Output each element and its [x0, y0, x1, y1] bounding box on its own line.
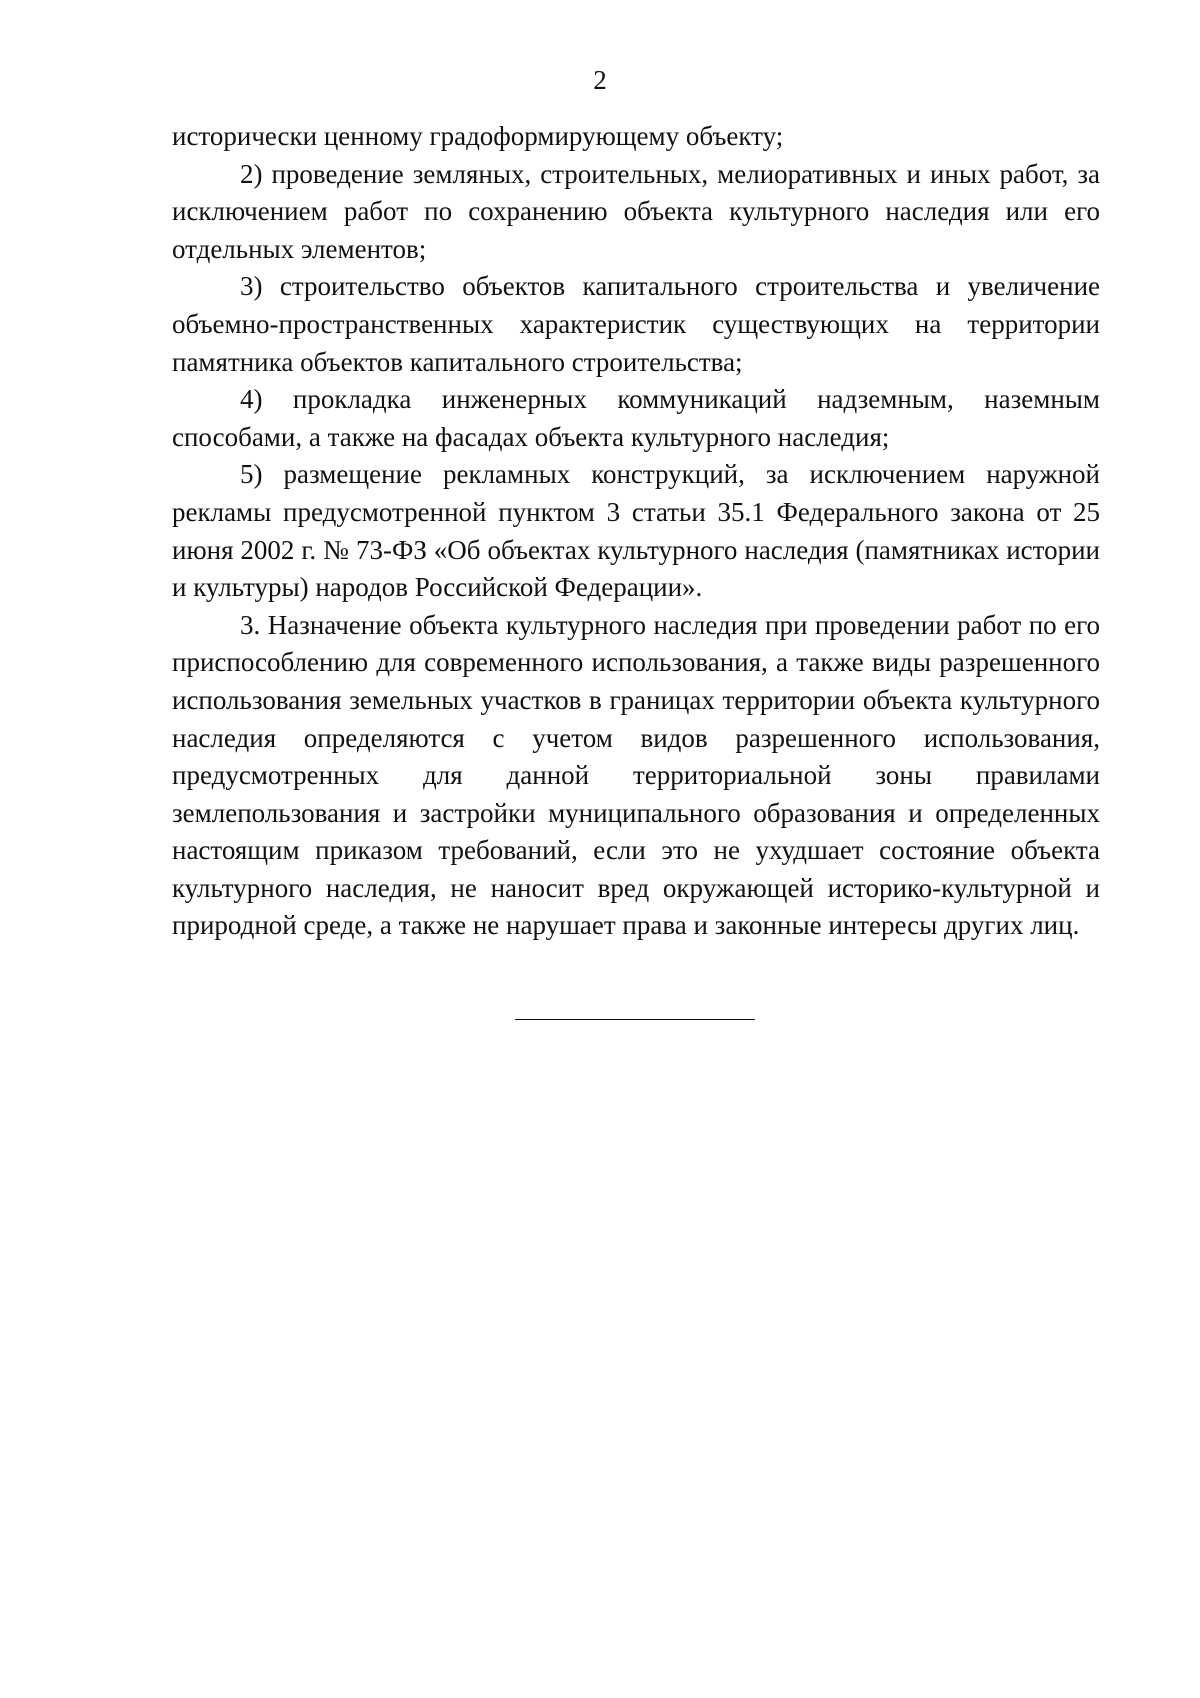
paragraph-continuation: исторически ценному градоформирующему объекту;: [172, 121, 784, 151]
document-body: [172, 118, 1100, 945]
list-item-4: 4) прокладка инженерных коммуникаций надземным, наземным способами, а также на фасадах объекта культурного наследия;: [172, 384, 1100, 452]
list-item-3: 3) строительство объектов капитального строительства и увеличение объемно-пространственных характеристик существующих на территории памятника объектов капитального строительства;: [172, 271, 1100, 377]
list-item-2: 2) проведение земляных, строительных, мелиоративных и иных работ, за исключением работ по сохранению объекта культурного наследия или его отдельных элементов;: [172, 158, 1100, 264]
clause-3: 3. Назначение объекта культурного наследия при проведении работ по его приспособлению для современного использования, а также виды разрешенного использования земельных участков в границах территории объекта культурного наследия определяются с учетом видов разрешенного использования, предусмотренных для данной территориальной зоны правилами землепользования и застройки муниципального образования и определенных настоящим приказом требований, если это не ухудшает состояние объекта культурного наследия, не наносит вред окружающей историко-культурной и природной среде, а также не нарушает права и законные интересы других лиц.: [172, 609, 1100, 941]
page-number: 2: [593, 65, 607, 95]
end-separator-line: [515, 1019, 755, 1020]
list-item-5: 5) размещение рекламных конструкций, за исключением наружной рекламы предусмотренной пунктом 3 статьи 35.1 Федерального закона от 25 июня 2002 г. № 73-ФЗ «Об объектах культурного наследия (памятниках истории и культуры) народов Российской Федерации».: [172, 459, 1100, 603]
